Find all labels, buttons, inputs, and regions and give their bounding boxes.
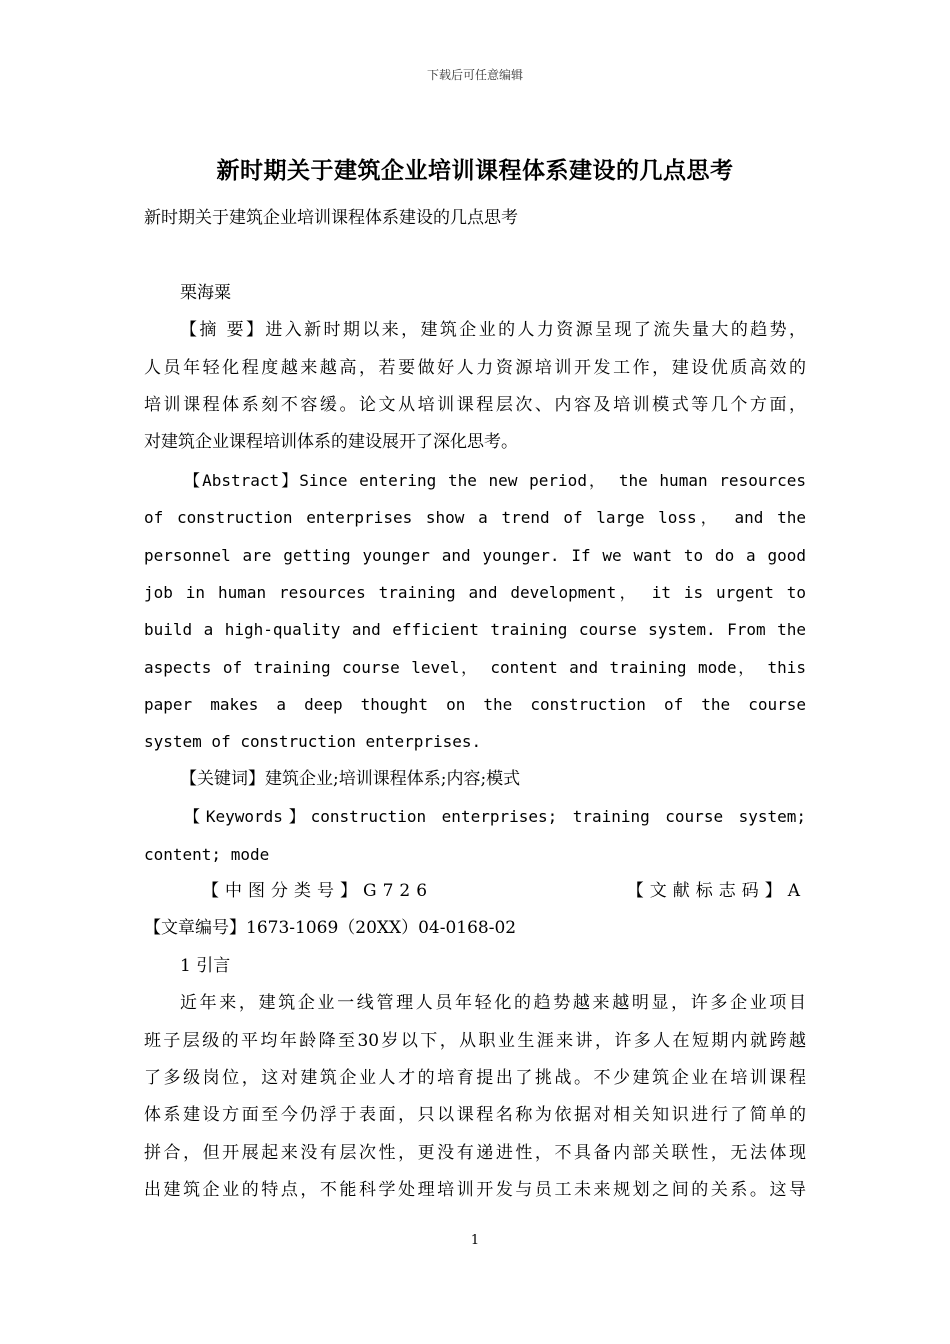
abstract-en-line: 【Abstract】Since entering the new period， the human resources [184, 470, 806, 490]
abstract-cn-line: 人员年轻化程度越来越高，若要做好人力资源培训开发工作，建设优质高效的 [144, 357, 806, 378]
abstract-en-line: job in human resources training and development， it is urgent to [144, 582, 806, 602]
header-note: 下载后可任意编辑 [426, 68, 523, 82]
abstract-en-line: personnel are getting younger and younger. If we want to do a good [144, 545, 806, 565]
abstract-en-line: system of construction enterprises. [144, 732, 482, 752]
body-line: 近年来，建筑企业一线管理人员年轻化的趋势越来越明显，许多企业项目 [180, 993, 806, 1014]
abstract-en-line: aspects of training course level， content and training mode， this [144, 657, 806, 677]
clc-number: 【中图分类号】G726 [202, 881, 434, 902]
body-line: 出建筑企业的特点，不能科学处理培训开发与员工未来规划之间的关系。这导 [144, 1180, 806, 1201]
keywords-en-line: 【Keywords】construction enterprises; training course system; [184, 807, 806, 827]
abstract-en-line: of construction enterprises show a trend of large loss， and the [144, 508, 806, 528]
abstract-cn-line: 对建筑企业课程培训体系的建设展开了深化思考。 [144, 432, 518, 453]
body-line: 拼合，但开展起来没有层次性，更没有递进性，不具备内部关联性，无法体现 [144, 1142, 806, 1163]
abstract-en-line: paper makes a deep thought on the construction of the course [144, 695, 806, 715]
author: 栗海粟 [180, 282, 231, 303]
body-line: 体系建设方面至今仍浮于表面，只以课程名称为依据对相关知识进行了简单的 [144, 1105, 806, 1126]
keywords-cn: 【关键词】建筑企业;培训课程体系;内容;模式 [180, 768, 521, 789]
keywords-en-line: content; mode [144, 844, 270, 864]
blank-line [144, 237, 806, 274]
document-body [144, 200, 806, 1210]
body-line: 了多级岗位，这对建筑企业人才的培育提出了挑战。不少建筑企业在培训课程 [144, 1067, 806, 1088]
abstract-cn-line: 培训课程体系刻不容缓。论文从培训课程层次、内容及培训模式等几个方面， [144, 394, 806, 415]
section-heading: 1 引言 [180, 955, 231, 976]
body-line: 班子层级的平均年龄降至30岁以下，从职业生涯来讲，许多人在短期内就跨越 [144, 1030, 806, 1051]
document-code: 【文献标志码】A [626, 881, 806, 902]
classification-row [144, 873, 806, 910]
page-title: 新时期关于建筑企业培训课程体系建设的几点思考 [216, 157, 734, 184]
abstract-en-line: build a high-quality and efficient training course system. From the [144, 620, 806, 640]
article-number: 【文章编号】1673-1069（20XX）04-0168-02 [144, 918, 517, 939]
page-number: 1 [470, 1233, 480, 1248]
abstract-cn-line: 【摘 要】进入新时期以来，建筑企业的人力资源呈现了流失量大的趋势， [180, 320, 806, 341]
subtitle: 新时期关于建筑企业培训课程体系建设的几点思考 [144, 208, 518, 228]
